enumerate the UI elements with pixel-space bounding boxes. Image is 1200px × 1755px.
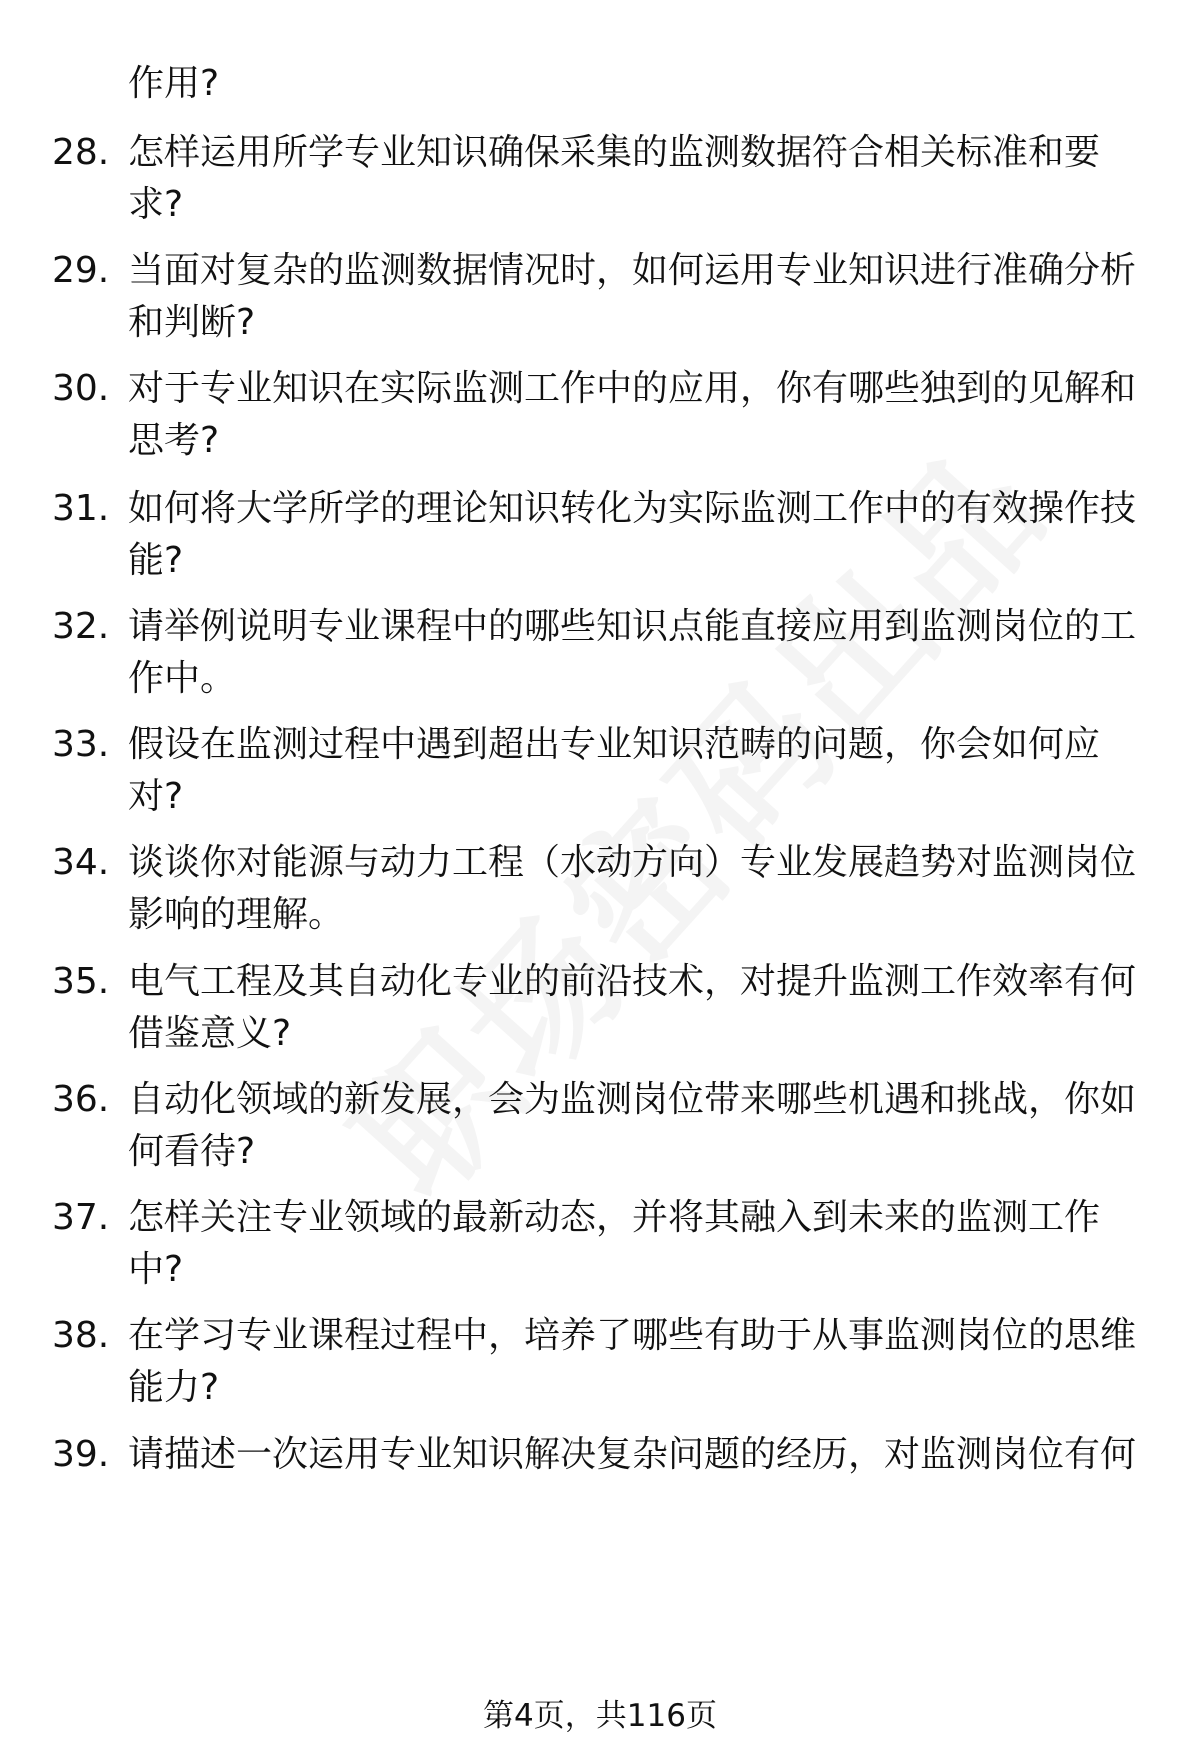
question-text: 请举例说明专业课程中的哪些知识点能直接应用到监测岗位的工作中。 xyxy=(128,606,1137,699)
question-item xyxy=(52,483,1147,587)
question-text: 怎样关注专业领域的最新动态，并将其融入到未来的监测工作中? xyxy=(128,1197,1101,1290)
question-item xyxy=(52,127,1147,231)
question-number: 39. xyxy=(52,1434,110,1475)
question-item xyxy=(52,363,1147,467)
question-number: 35. xyxy=(52,961,110,1002)
question-text: 对于专业知识在实际监测工作中的应用，你有哪些独到的见解和思考? xyxy=(128,368,1137,461)
question-item xyxy=(52,837,1147,941)
question-text: 谈谈你对能源与动力工程（水动方向）专业发展趋势对监测岗位影响的理解。 xyxy=(128,842,1137,935)
question-text: 请描述一次运用专业知识解决复杂问题的经历，对监测岗位有何 xyxy=(128,1434,1137,1475)
question-item xyxy=(52,1429,1147,1481)
question-number: 30. xyxy=(52,368,110,409)
question-number: 33. xyxy=(52,724,110,765)
question-number: 34. xyxy=(52,842,110,883)
question-number: 28. xyxy=(52,132,110,173)
question-number: 32. xyxy=(52,606,110,647)
question-item xyxy=(52,1192,1147,1296)
question-text: 作用? xyxy=(128,63,220,104)
question-number: 31. xyxy=(52,488,110,529)
question-continuation xyxy=(52,58,1147,110)
question-text: 假设在监测过程中遇到超出专业知识范畴的问题，你会如何应对? xyxy=(128,724,1101,817)
question-number: 38. xyxy=(52,1315,110,1356)
question-text: 怎样运用所学专业知识确保采集的监测数据符合相关标准和要求? xyxy=(128,132,1101,225)
question-number: 37. xyxy=(52,1197,110,1238)
question-item xyxy=(52,956,1147,1060)
question-number: 36. xyxy=(52,1079,110,1120)
question-text: 电气工程及其自动化专业的前沿技术，对提升监测工作效率有何借鉴意义? xyxy=(128,961,1137,1054)
question-text: 当面对复杂的监测数据情况时，如何运用专业知识进行准确分析和判断? xyxy=(128,250,1137,343)
question-item xyxy=(52,1074,1147,1178)
question-text: 在学习专业课程过程中，培养了哪些有助于从事监测岗位的思维能力? xyxy=(128,1315,1137,1408)
question-item xyxy=(52,601,1147,705)
question-text: 自动化领域的新发展，会为监测岗位带来哪些机遇和挑战，你如何看待? xyxy=(128,1079,1137,1172)
question-item xyxy=(52,245,1147,349)
page-footer: 第4页，共116页 xyxy=(483,1698,717,1734)
question-text: 如何将大学所学的理论知识转化为实际监测工作中的有效操作技能? xyxy=(128,488,1137,581)
question-item xyxy=(52,719,1147,823)
question-item xyxy=(52,1310,1147,1414)
question-number: 29. xyxy=(52,250,110,291)
